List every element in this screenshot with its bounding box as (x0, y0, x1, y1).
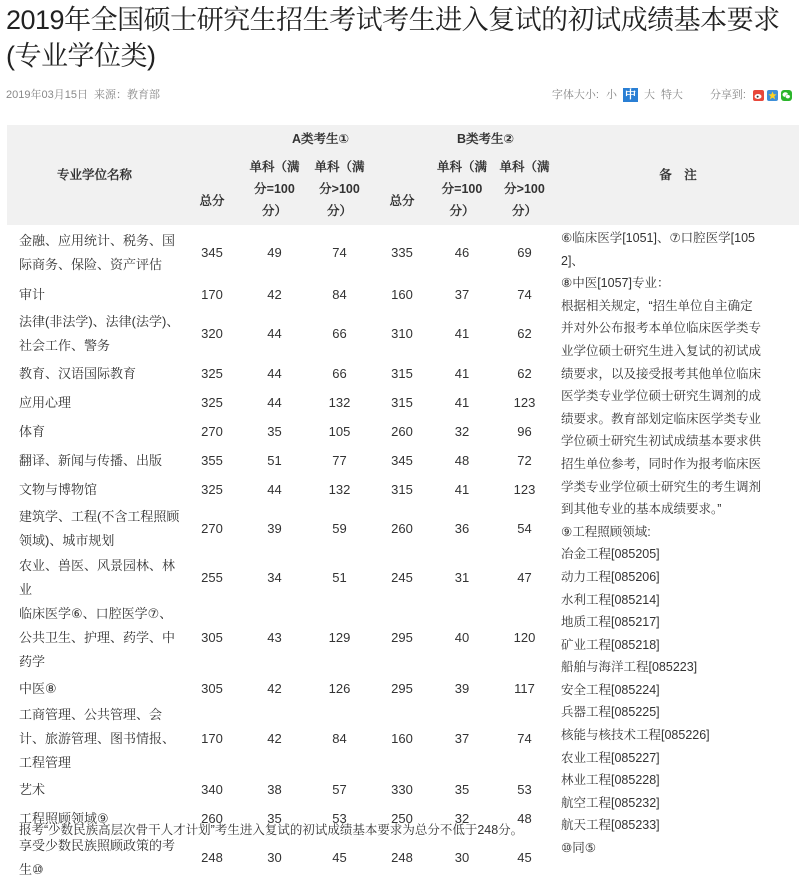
remark-line: 到其他专业的基本成绩要求。” (561, 502, 722, 517)
score-cell-a-sgt: 105 (328, 423, 351, 439)
score-cell-b-s100: 32 (454, 810, 470, 826)
score-cell-a-sgt: 59 (332, 521, 347, 536)
score-cell-b-total: 250 (391, 810, 413, 826)
major-name-cell: 文物与博物馆 (19, 481, 98, 497)
score-cell-b-total: 260 (391, 423, 413, 439)
remark-line: 航空工程[085232] (561, 795, 660, 810)
score-cell-a-s100: 34 (267, 570, 282, 585)
remark-line: 绩要求。教育部划定临床医学类专业 (561, 411, 762, 426)
remark-line: 安全工程[085224] (561, 682, 660, 697)
header-major-name: 专业学位名称 (7, 125, 182, 225)
score-cell-a-sgt: 132 (328, 394, 351, 410)
major-name-cell: 金融、应用统计、税务、国际商务、保险、资产评估 (19, 232, 176, 272)
score-cell-a-s100: 42 (267, 286, 282, 302)
major-name-cell: 工程照顾领域⑨ (19, 810, 109, 826)
score-cell-b-sgt: 47 (517, 570, 532, 585)
score-cell-b-sgt: 120 (513, 630, 536, 645)
score-cell-a-sgt: 53 (332, 810, 347, 826)
score-cell-b-sgt: 53 (517, 781, 532, 797)
score-cell-a-s100: 42 (267, 680, 282, 696)
remark-line: 动力工程[085206] (561, 569, 660, 584)
score-cell-b-s100: 32 (454, 423, 470, 439)
score-cell-b-total: 315 (391, 365, 413, 381)
score-cell-b-total: 248 (391, 850, 413, 865)
score-cell-b-sgt: 96 (517, 423, 532, 439)
score-cell-b-sgt: 48 (517, 810, 532, 826)
remark-line: 招生单位参考，同时作为报考临床医 (561, 456, 762, 471)
font-size-label: 字体大小: (551, 89, 599, 101)
score-cell-a-sgt: 129 (328, 630, 351, 645)
article-source: 来源：教育部 (94, 89, 160, 101)
major-name-cell: 体育 (19, 423, 46, 439)
article-meta (6, 88, 796, 102)
score-cell-b-sgt: 62 (517, 365, 532, 381)
remark-line: 矿业工程[085218] (561, 637, 660, 652)
score-cell-a-s100: 51 (267, 452, 282, 468)
score-cell-a-total: 255 (201, 570, 223, 585)
score-cell-a-sgt: 132 (328, 481, 351, 497)
remark-line: ⑥临床医学[1051]、⑦口腔医学[105 (561, 231, 755, 245)
score-cell-b-s100: 36 (454, 521, 470, 536)
major-name-cell: 翻译、新闻与传播、出版 (19, 452, 163, 468)
score-cell-b-sgt: 69 (517, 244, 532, 260)
remark-line: 兵器工程[085225] (561, 705, 660, 720)
score-cell-b-total: 160 (391, 286, 413, 302)
font-size-medium[interactable]: 中 (624, 89, 636, 101)
remark-line: 医学类专业学位硕士研究生调剂的成 (561, 389, 762, 404)
score-cell-b-total: 330 (391, 781, 413, 797)
remark-line: 冶金工程[085205] (561, 547, 660, 562)
score-cell-a-s100: 35 (267, 810, 282, 826)
score-cell-a-sgt: 84 (332, 286, 347, 302)
score-cell-b-total: 295 (391, 630, 413, 645)
header-a-single-eq100: 单科（满分=100分） (242, 153, 307, 225)
score-cell-a-total: 305 (201, 680, 223, 696)
footer-note: 报考“少数民族高层次骨干人才计划”考生进入复试的初试成绩基本要求为总分不低于248分。 (19, 823, 524, 837)
score-cell-a-total: 325 (201, 394, 223, 410)
score-cell-b-s100: 41 (454, 365, 470, 381)
score-cell-a-total: 270 (201, 423, 223, 439)
remark-line: 绩要求，以及接受报考其他单位临床 (561, 366, 762, 381)
score-cell-a-s100: 44 (267, 365, 282, 381)
score-cell-b-sgt: 45 (517, 850, 532, 865)
remark-line: 并对外公布报考本单位临床医学类专 (561, 321, 762, 336)
score-cell-a-s100: 44 (267, 394, 282, 410)
score-cell-b-sgt: 74 (517, 731, 532, 746)
score-cell-a-sgt: 45 (332, 850, 347, 865)
major-name-cell: 享受少数民族照顾政策的考生⑩ (19, 838, 176, 877)
remark-line: 根据相关规定，“招生单位自主确定 (561, 298, 753, 313)
score-cell-b-sgt: 62 (517, 326, 532, 341)
major-name-cell: 中医⑧ (19, 680, 57, 696)
remark-line: ⑧中医[1057]专业： (561, 276, 670, 291)
score-cell-b-s100: 37 (454, 731, 470, 746)
remark-line: 地质工程[085217] (561, 615, 660, 630)
publish-date: 2019年03月15日 (6, 89, 88, 101)
remark-line: 业学位硕士研究生进入复试的初试成 (561, 343, 762, 358)
score-cell-a-sgt: 84 (332, 731, 347, 746)
score-cell-b-s100: 41 (454, 481, 470, 497)
article-title: 2019年全国硕士研究生招生考试考生进入复试的初试成绩基本要求(专业学位类) (6, 5, 780, 71)
score-cell-a-sgt: 126 (328, 680, 351, 696)
score-cell-a-total: 355 (201, 452, 223, 468)
score-cell-a-sgt: 77 (332, 452, 347, 468)
score-table (7, 125, 799, 883)
header-group-b: B类考生② (432, 125, 557, 153)
header-a-total: 总分 (182, 153, 242, 225)
remark-line: 核能与核技术工程[085226] (561, 728, 710, 743)
score-cell-a-s100: 49 (267, 244, 282, 260)
score-cell-b-s100: 46 (454, 244, 470, 260)
score-cell-b-total: 345 (391, 452, 413, 468)
score-cell-a-s100: 30 (267, 850, 282, 865)
remark-line: 船舶与海洋工程[085223] (561, 660, 698, 675)
remark-line: 农业工程[085227] (561, 750, 660, 765)
score-cell-b-s100: 41 (454, 394, 470, 410)
qzone-icon[interactable] (767, 90, 778, 101)
score-cell-b-total: 315 (391, 394, 413, 410)
score-cell-b-total: 160 (391, 731, 413, 746)
remark-line: 水利工程[085214] (561, 592, 660, 607)
score-cell-a-total: 170 (201, 731, 223, 746)
score-cell-b-s100: 31 (454, 570, 470, 585)
score-cell-b-sgt: 74 (517, 286, 532, 302)
remark-line: ⑩同⑤ (561, 841, 596, 856)
remark-line: 航天工程[085233] (561, 818, 660, 833)
header-remarks: 备 注 (557, 125, 799, 225)
score-cell-a-s100: 35 (267, 423, 282, 439)
score-cell-a-total: 248 (201, 850, 223, 865)
score-cell-a-total: 325 (201, 481, 223, 497)
article-tools (552, 88, 792, 102)
score-cell-b-sgt: 123 (513, 394, 536, 410)
weibo-icon[interactable] (753, 90, 764, 101)
score-cell-a-s100: 38 (267, 781, 282, 797)
header-a-single-gt100: 单科（满分>100分） (307, 153, 372, 225)
major-name-cell: 教育、汉语国际教育 (19, 365, 137, 381)
major-name-cell: 应用心理 (19, 394, 72, 410)
remark-line: ⑨工程照顾领域: (561, 524, 651, 539)
score-cell-a-total: 320 (201, 326, 223, 341)
score-cell-b-total: 310 (391, 326, 413, 341)
score-cell-a-sgt: 66 (332, 326, 347, 341)
score-cell-b-sgt: 117 (514, 680, 535, 696)
score-cell-a-total: 270 (201, 521, 223, 536)
score-cell-b-total: 315 (391, 481, 413, 497)
score-cell-a-total: 340 (201, 781, 223, 797)
score-cell-a-sgt: 66 (332, 365, 347, 381)
score-cell-a-sgt: 74 (332, 244, 347, 260)
score-cell-a-total: 325 (201, 365, 223, 381)
remark-line: 学位硕士研究生初试成绩基本要求供 (561, 434, 762, 449)
score-cell-a-s100: 44 (267, 326, 282, 341)
score-cell-b-total: 245 (391, 570, 413, 585)
score-cell-a-total: 345 (201, 244, 223, 260)
score-cell-a-s100: 39 (267, 521, 282, 536)
score-cell-b-sgt: 54 (517, 521, 532, 536)
major-name-cell: 法律(非法学)、法律(法学)、社会工作、警务 (19, 314, 180, 353)
score-cell-a-s100: 43 (267, 630, 282, 645)
remarks-cell (557, 225, 799, 883)
score-cell-b-total: 260 (391, 521, 413, 536)
major-name-cell: 建筑学、工程(不含工程照顾领域)、城市规划 (19, 509, 180, 548)
score-cell-a-sgt: 51 (332, 570, 347, 585)
wechat-icon[interactable] (781, 90, 792, 101)
score-table-wrapper (7, 125, 799, 883)
header-group-a: A类考生① (242, 125, 372, 153)
major-name-cell: 审计 (19, 286, 46, 302)
major-name-cell: 农业、兽医、风景园林、林业 (19, 558, 176, 597)
table-row (7, 225, 799, 280)
score-cell-a-total: 170 (201, 286, 223, 302)
score-cell-b-total: 335 (391, 244, 413, 260)
font-size-small[interactable]: 小 (605, 89, 617, 101)
major-name-cell: 艺术 (19, 781, 46, 797)
header-b-single-eq100: 单科（满分=100分） (432, 153, 492, 225)
score-cell-b-s100: 35 (454, 781, 470, 797)
remark-line: 林业工程[085228] (561, 773, 660, 788)
score-cell-b-sgt: 123 (513, 481, 536, 497)
font-size-large[interactable]: 大 (643, 89, 655, 101)
score-cell-b-s100: 37 (454, 286, 470, 302)
score-cell-b-s100: 41 (454, 326, 470, 341)
score-cell-b-s100: 39 (454, 680, 470, 696)
score-cell-a-s100: 42 (267, 731, 282, 746)
score-cell-b-s100: 48 (454, 452, 470, 468)
header-b-single-gt100: 单科（满分>100分） (492, 153, 557, 225)
header-b-total: 总分 (372, 153, 432, 225)
score-cell-b-total: 295 (391, 680, 413, 696)
score-cell-a-total: 260 (201, 810, 223, 826)
font-size-xlarge[interactable]: 特大 (660, 89, 683, 101)
remark-line: 2]、 (561, 253, 584, 268)
score-cell-a-total: 305 (201, 630, 223, 645)
share-label: 分享到: (709, 89, 746, 101)
major-name-cell: 工商管理、公共管理、会计、旅游管理、图书情报、工程管理 (19, 707, 176, 770)
score-cell-b-sgt: 72 (517, 452, 532, 468)
remark-line: 学类专业学位硕士研究生的考生调剂 (561, 479, 762, 494)
score-cell-b-s100: 30 (454, 850, 470, 865)
major-name-cell: 临床医学⑥、口腔医学⑦、公共卫生、护理、药学、中药学 (19, 606, 176, 669)
score-cell-a-s100: 44 (267, 481, 282, 497)
score-cell-a-sgt: 57 (332, 781, 347, 797)
score-cell-b-s100: 40 (454, 630, 470, 645)
